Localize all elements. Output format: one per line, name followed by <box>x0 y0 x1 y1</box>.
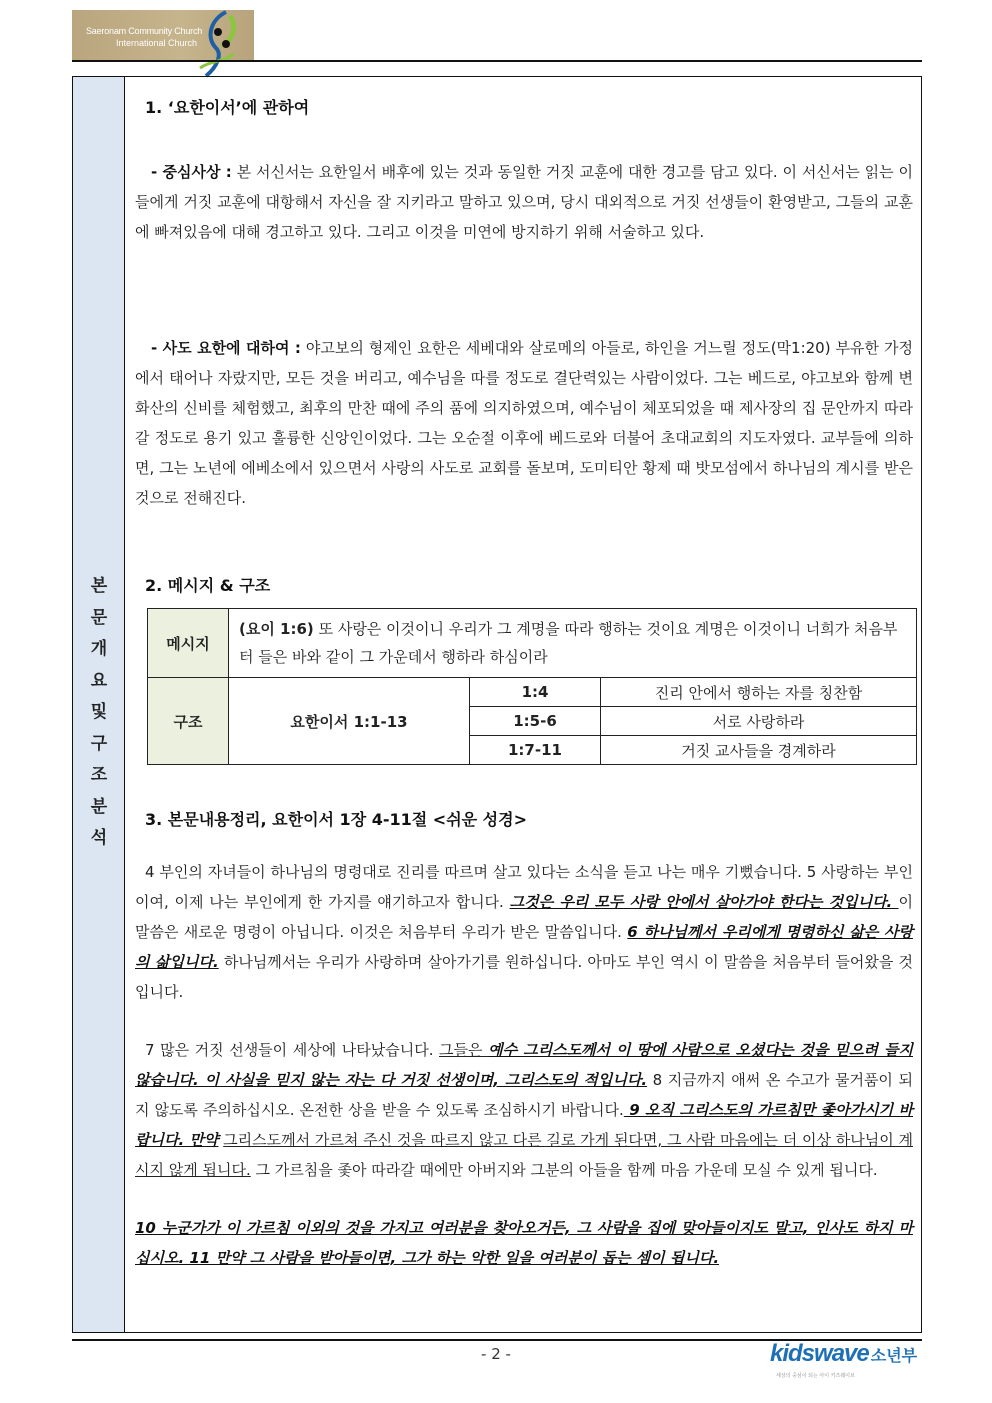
sidebar-char: 석 <box>90 828 108 848</box>
structure-ref: 1:4 <box>470 678 601 707</box>
passage-paragraph-2 <box>135 1035 913 1185</box>
passage-paragraph-3 <box>135 1213 913 1273</box>
passage-text: 하나님께서는 우리가 사랑하며 살아가기를 원하십니다. 아마도 부인 역시 이 말씀을 처음부터 들어왔을 것입니다. <box>135 953 914 1001</box>
central-idea-label: - 중심사상 : <box>151 163 232 181</box>
kidswave-subtitle: 세상의 중심이 되는 아이 키즈웨이브 <box>776 1373 855 1379</box>
message-cell <box>229 609 917 678</box>
apostle-john-text: 야고보의 형제인 요한은 세베대와 살로메의 아들로, 하인을 거느릴 정도(막1:20) 부유한 가정에서 태어나 자랐지만, 모든 것을 버리고, 예수님을 따를 정도로 결단력있는 사람이었다. 그는 베드로, 야고보와 함께 변화산의 신비를 체험했고, 최후의 만찬 때에 주의 품에 의지하였으며, 예수님이 체포되었을 때 제사장의 집 문안까지 따라갈 정도로 용기 있고 훌륭한 신앙인이었다. 그는 오순절 이후에 베드로와 더불어 초대교회의 지도자였다. 교부들에 의하면, 그는 노년에 에베소에서 있으면서 사랑의 사도로 교회를 돌보며, 도미티안 황제 때 밧모섬에서 하나님의 계시를 받은 것으로 전해진다. <box>135 339 913 507</box>
structure-ref: 1:5-6 <box>470 707 601 736</box>
passage-emphasis: 예수 그리스도께서 이 땅에 사람으로 오셨다는 것을 믿으려 들지 않습니다. 이 사실을 믿지 않는 자는 다 거짓 선생이며, 그리스도의 적입니다. <box>135 1041 913 1089</box>
passage-paragraph-1 <box>135 857 913 1007</box>
passage-text: 그 가르침을 좇아 따라갈 때에만 아버지와 그분의 아들을 함께 마음 가운데 모실 수 있게 됩니다. <box>250 1161 878 1179</box>
apostle-john-label: - 사도 요한에 대하여 : <box>151 339 301 357</box>
message-ref: (요이 1:6) <box>239 620 314 638</box>
apostle-john-paragraph <box>135 333 913 513</box>
section1-heading: 1. ‘요한이서’에 관하여 <box>145 98 310 117</box>
passage-underline: 그들은 <box>439 1041 489 1059</box>
page-number: - 2 - <box>481 1345 511 1363</box>
header-rule <box>72 60 922 62</box>
central-idea-paragraph <box>135 157 913 247</box>
message-text: 또 사랑은 이것이니 우리가 그 계명을 따라 행하는 것이요 계명은 이것이니 너희가 처음부터 들은 바와 같이 그 가운데서 행하라 하심이라 <box>239 620 898 666</box>
kidswave-brand: kidswave <box>770 1340 869 1367</box>
sidebar-char: 개 <box>90 639 108 659</box>
structure-label: 구조 <box>148 678 229 765</box>
sidebar-char: 본 <box>90 576 108 596</box>
dove-emblem-icon <box>196 10 246 80</box>
section3-heading: 3. 본문내용정리, 요한이서 1장 4-11절 <쉬운 성경> <box>145 810 527 829</box>
structure-book: 요한이서 1:1-13 <box>229 678 470 765</box>
logo-line2: International Church <box>116 38 198 48</box>
message-structure-table <box>147 608 917 765</box>
message-label: 메시지 <box>148 609 229 678</box>
kidswave-korean: 소년부 <box>870 1346 918 1365</box>
passage-emphasis: 10 누군가가 이 가르침 이외의 것을 가지고 여러분을 찾아오거든, 그 사람을 집에 맞아들이지도 말고, 인사도 하지 마십시오. 11 만약 그 사람을 받아들이면, 그가 하는 악한 일을 여러분이 돕는 셈이 됩니다. <box>135 1219 913 1267</box>
sidebar-char: 구 <box>90 733 108 754</box>
sidebar-char: 요 <box>90 670 108 691</box>
sidebar-char: 조 <box>90 765 108 785</box>
central-idea-text: 본 서신서는 요한일서 배후에 있는 것과 동일한 거짓 교훈에 대한 경고를 담고 있다. 이 서신서는 읽는 이들에게 거짓 교훈에 대항해서 자신을 잘 지키라고 말하고 있으며, 당시 대외적으로 거짓 선생들이 환영받고, 그들의 교훈에 빠져있음에 대해 경고하고 있다. 그리고 이것을 미연에 방지하기 위해 서술하고 있다. <box>135 163 913 241</box>
passage-underline: 그리스도께서 가르쳐 주신 것을 따르지 않고 다른 길로 가게 된다면, 그 사람 마음에는 더 이상 하나님이 계시지 않게 됩니다. <box>135 1131 913 1179</box>
structure-desc: 진리 안에서 행하는 자를 칭찬함 <box>601 678 917 707</box>
passage-text: 8 지금까지 애써 온 수고가 물거품이 되지 않도록 주의하십시오. 온전한 상을 받을 수 있도록 조심하시기 바랍니다. <box>135 1071 913 1119</box>
section2-heading: 2. 메시지 & 구조 <box>145 576 271 595</box>
passage-emphasis: 9 오직 그리스도의 가르침만 좇아가시기 바랍니다. 만약 <box>135 1101 913 1149</box>
passage-text: 4 부인의 자녀들이 하나님의 명령대로 진리를 따르며 살고 있다는 소식을 듣고 나는 매우 기뻤습니다. 5 사랑하는 부인이여, 이제 나는 부인에게 한 가지를 얘기하고자 합니다. <box>135 863 913 911</box>
sidebar-char: 및 <box>90 702 108 722</box>
sidebar-char: 분 <box>90 796 108 817</box>
structure-ref: 1:7-11 <box>470 736 601 765</box>
sidebar-char: 문 <box>90 607 108 628</box>
church-logo <box>72 10 254 60</box>
passage-text: 7 많은 거짓 선생들이 세상에 나타났습니다. <box>145 1041 440 1059</box>
passage-text: 이 말씀은 새로운 명령이 아닙니다. 이것은 처음부터 우리가 받은 말씀입니다. <box>135 893 913 941</box>
passage-emphasis: 6 하나님께서 우리에게 명령하신 삶은 사랑의 삶입니다. <box>135 923 913 971</box>
logo-line1: Saeronam Community Church <box>86 26 203 36</box>
section-sidebar <box>73 77 125 1332</box>
structure-desc: 서로 사랑하라 <box>601 707 917 736</box>
content-frame <box>72 76 922 1333</box>
structure-desc: 거짓 교사들을 경계하라 <box>601 736 917 765</box>
sidebar-label <box>73 571 125 855</box>
kidswave-logo <box>770 1340 920 1386</box>
passage-emphasis: 그것은 우리 모두 사랑 안에서 살아가야 한다는 것입니다. <box>509 893 899 911</box>
